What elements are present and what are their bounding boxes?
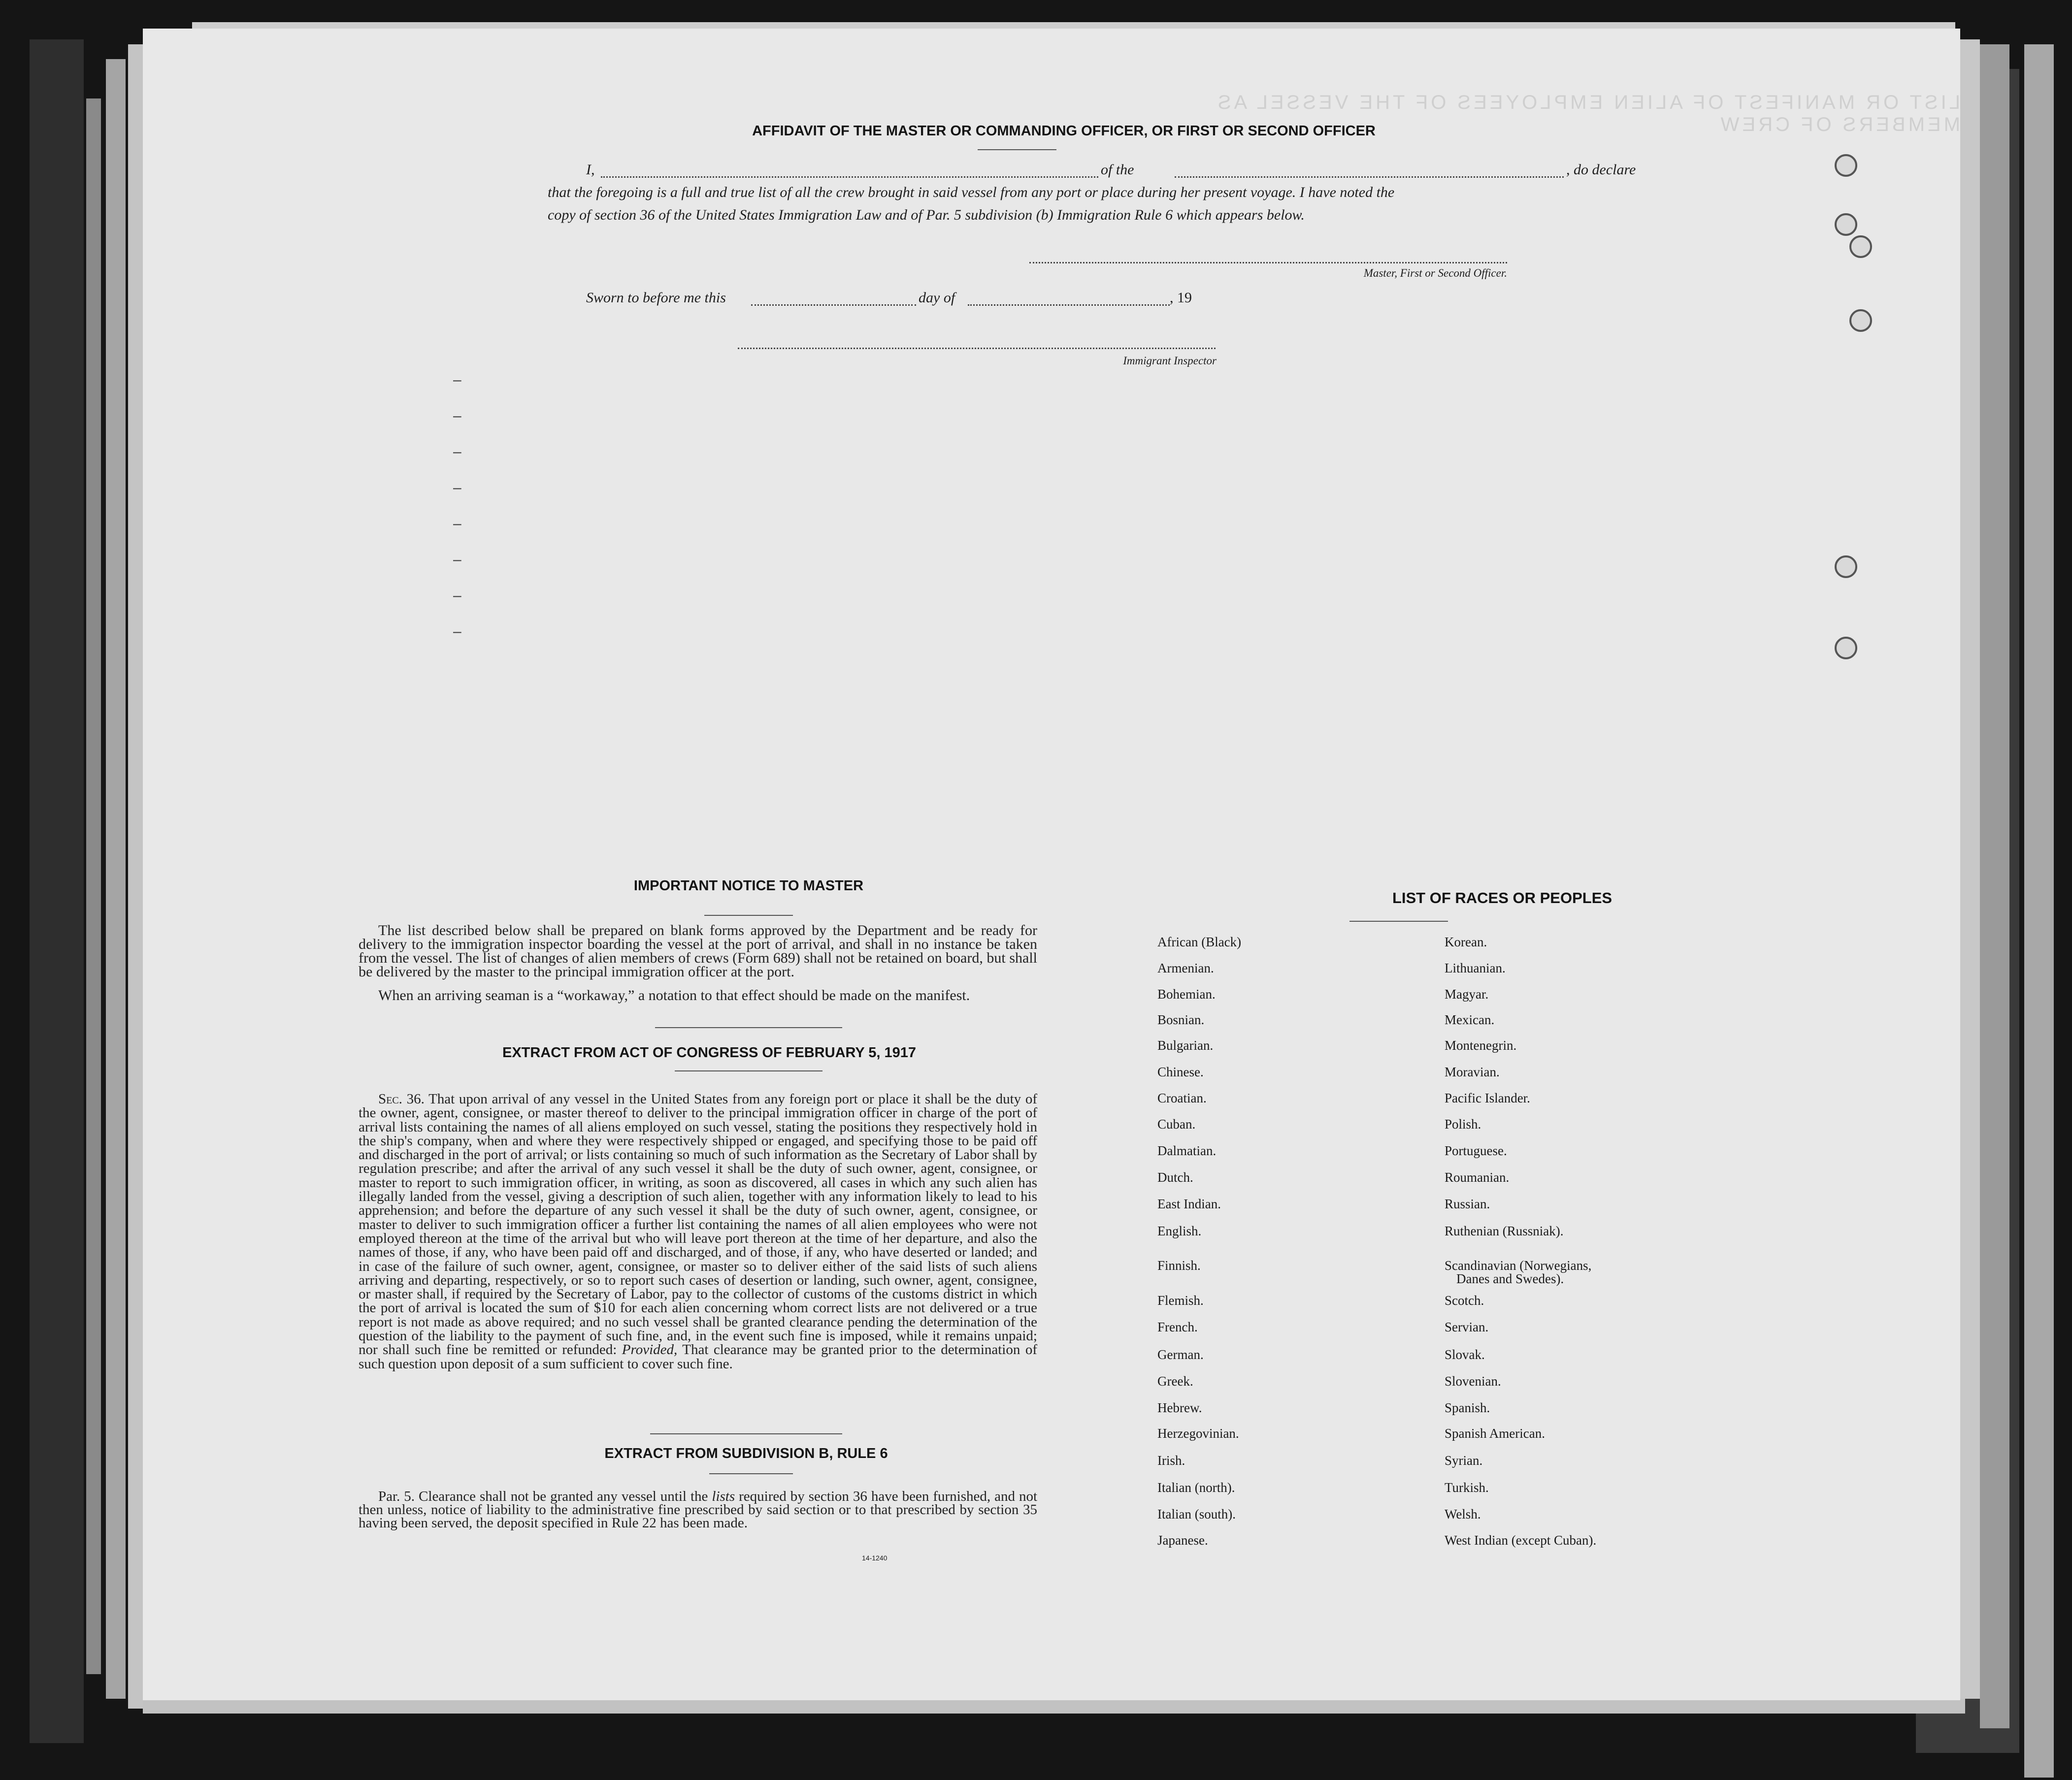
punch-hole-6 <box>1835 637 1857 659</box>
races-title-rule <box>1349 921 1448 922</box>
page-edge-left-2 <box>106 59 126 1699</box>
race-item: Chinese. <box>1157 1065 1204 1079</box>
row-mark-8: – <box>453 623 461 640</box>
race-item-continuation: Danes and Swedes). <box>1456 1271 1564 1286</box>
page-edge-right-2 <box>1980 44 2009 1728</box>
affidavit-title: AFFIDAVIT OF THE MASTER OR COMMANDING OFFICER, OR FIRST OR SECOND OFFICER <box>752 123 1376 139</box>
extract-rule-text-a: Par. 5. Clearance shall not be granted any vessel until the <box>378 1489 708 1504</box>
affidavit-line-3: copy of section 36 of the United States Immigration Law and of Par. 5 subdivision (b) Immigration Rule 6 which appears below. <box>548 207 1305 223</box>
page-edge-left-1 <box>86 98 101 1674</box>
races-title: LIST OF RACES OR PEOPLES <box>1392 889 1612 906</box>
extract-rule-lists: lists <box>712 1489 735 1504</box>
affidavit-line-2: that the foregoing is a full and true list of all the crew brought in said vessel from any port or place during her present voyage. I have noted the <box>548 184 1395 200</box>
race-item: Pacific Islander. <box>1445 1091 1530 1105</box>
sworn-line <box>586 290 1226 309</box>
punch-hole-4 <box>1849 309 1872 332</box>
notice-title-rule <box>704 915 793 916</box>
affidavit-i-label: I, <box>586 162 595 178</box>
race-item: Hebrew. <box>1157 1400 1202 1415</box>
page-edge-right-1 <box>1958 39 1980 1699</box>
race-item: African (Black) <box>1157 935 1242 949</box>
race-item: West Indian (except Cuban). <box>1445 1533 1597 1548</box>
inspector-signature-field[interactable] <box>738 348 1216 349</box>
race-item: Ruthenian (Russniak). <box>1445 1224 1564 1238</box>
extract-rule-rule <box>709 1473 793 1474</box>
race-item: Syrian. <box>1445 1453 1483 1468</box>
race-item: Finnish. <box>1157 1258 1201 1273</box>
page-edge-bottom <box>143 1699 1965 1714</box>
extract-act-end-rule <box>650 1433 842 1434</box>
race-item: Scotch. <box>1445 1293 1484 1308</box>
row-mark-3: – <box>453 444 461 460</box>
extract-rule-text-b: required by section 36 have been furnished, and not then unless, notice of liability to the administrative fine prescribed by said section or to that prescribed by section 35 having been served, the deposit specified in Rule 22 has been made. <box>359 1489 1038 1531</box>
race-item: Magyar. <box>1445 987 1489 1002</box>
race-item: Japanese. <box>1157 1533 1208 1548</box>
race-item: Greek. <box>1157 1374 1193 1389</box>
row-mark-1: – <box>453 372 461 388</box>
punch-hole-1 <box>1835 154 1857 177</box>
vessel-name-field[interactable] <box>1175 176 1564 178</box>
race-item: Slovak. <box>1445 1347 1485 1362</box>
document-page <box>143 29 1960 1700</box>
notice-rule <box>655 1027 842 1028</box>
race-item: Polish. <box>1445 1117 1481 1132</box>
race-item: Spanish. <box>1445 1400 1490 1415</box>
race-item: Cuban. <box>1157 1117 1196 1132</box>
extract-act-title: EXTRACT FROM ACT OF CONGRESS OF FEBRUARY 5, 1917 <box>502 1045 917 1061</box>
race-item: East Indian. <box>1157 1197 1221 1211</box>
row-mark-2: – <box>453 408 461 424</box>
officer-signature-field[interactable] <box>1029 262 1507 263</box>
race-item: Mexican. <box>1445 1012 1495 1027</box>
race-item: Dutch. <box>1157 1170 1193 1185</box>
race-item: Dalmatian. <box>1157 1143 1217 1158</box>
master-name-field[interactable] <box>601 176 1098 178</box>
notice-paragraph-2: When an arriving seaman is a “workaway,” a notation to that effect should be made on the manifest. <box>378 987 970 1003</box>
race-item: English. <box>1157 1224 1202 1238</box>
row-mark-7: – <box>453 587 461 604</box>
race-item: Bohemian. <box>1157 987 1216 1002</box>
extract-act-body <box>359 1092 1037 1371</box>
binder-left-strip <box>30 39 84 1743</box>
row-mark-4: – <box>453 480 461 496</box>
race-item: Croatian. <box>1157 1091 1207 1105</box>
page-edge-far-right <box>2024 44 2054 1778</box>
race-item: Slovenian. <box>1445 1374 1501 1389</box>
race-item: Herzegovinian. <box>1157 1426 1239 1441</box>
race-item: Spanish American. <box>1445 1426 1545 1441</box>
punch-hole-2 <box>1835 213 1857 236</box>
sworn-prefix-label: Sworn to before me this <box>586 290 726 306</box>
extract-act-text: That upon arrival of any vessel in the United States from any foreign port or place it shall be the duty of the owner, agent, consignee, or master thereof to deliver to the principal immigration officer in charge of the port of arrival lists containing the names of all aliens employed on such vessel, stating the positions they respectively hold in the ship's company, when and where they were respectively shipped or engaged, and specifying those to be paid off and discharged in the port of arrival; or lists containing so much of such information as the Secretary of Labor shall by regulation prescribe; and after the arrival of any such vessel it shall be the duty of such owner, agent, consignee, or master to report to such immigration officer, in writing, as soon as discovered, all cases in which any such alien has illegally landed from the vessel, giving a description of such alien, together with any information likely to lead to his apprehension; and before the departure of any such vessel it shall be the duty of such owner, agent, consignee, or master to deliver to such immigration officer a further list containing the names of all alien employees who were not employed thereon at the time of the arrival but who will leave port thereon at the time of her departure, and also the names of those, if any, who have been paid off and discharged, and of those, if any, who have deserted or landed; and in case of the failure of such owner, agent, consignee, or master so to deliver either of the said lists of such aliens arriving and departing, respectively, or so to report such cases of desertion or landing, such owner, agent, consignee, or master shall, if required by the Secretary of Labor, pay to the collector of customs of the customs district in which the port of arrival is located the sum of $10 for each alien concerning whom correct lists are not delivered or a true report is not made as above required; and no such vessel shall be granted clearance pending the determination of the question of the liability to the payment of such fine, and, in the event such fine is imposed, while it remains unpaid; nor shall such fine be remitted or refunded: <box>359 1091 1037 1358</box>
officer-signature-label: Master, First or Second Officer. <box>1363 267 1507 279</box>
row-mark-6: – <box>453 551 461 568</box>
race-item: Welsh. <box>1445 1507 1481 1521</box>
notice-paragraph-1: The list described below shall be prepared on blank forms approved by the Department and be ready for delivery to the immigration inspector boarding the vessel at the port of arrival, and shall in no instance be taken from the vessel. The list of changes of alien members of crews (Form 689) shall not be retained on board, but shall be delivered by the master to the principal immigration officer at the port. <box>359 922 1037 980</box>
extract-rule-body <box>359 1490 1037 1530</box>
affidavit-line-1 <box>586 162 1650 181</box>
extract-act-text-end: That clearance may be granted prior to the determination of such question upon deposit of a sum sufficient to cover such fine. <box>359 1342 1037 1372</box>
form-number: 14-1240 <box>862 1554 888 1562</box>
race-item: Italian (south). <box>1157 1507 1236 1521</box>
race-item: Korean. <box>1445 935 1487 949</box>
affidavit-of-label: of the <box>1101 162 1134 178</box>
notice-title: IMPORTANT NOTICE TO MASTER <box>633 878 864 894</box>
race-item: Moravian. <box>1445 1065 1500 1079</box>
race-item: Roumanian. <box>1445 1170 1510 1185</box>
race-item: Bulgarian. <box>1157 1038 1214 1053</box>
sworn-day-field[interactable] <box>751 304 916 306</box>
year-label: , 19 <box>1170 290 1192 306</box>
ghost-manifest-header: LIST OR MANIFEST OF ALIEN EMPLOYEES OF THE VESSEL AS MEMBERS OF CREW <box>1215 92 1960 135</box>
extract-rule-title: EXTRACT FROM SUBDIVISION B, RULE 6 <box>604 1446 888 1461</box>
inspector-signature-label: Immigrant Inspector <box>1123 355 1217 367</box>
race-item: Lithuanian. <box>1445 961 1506 975</box>
extract-act-sec-label: Sec. 36. <box>378 1091 425 1107</box>
day-of-label: day of <box>919 290 955 306</box>
race-item: Servian. <box>1445 1320 1489 1334</box>
race-item: Scandinavian (Norwegians, <box>1445 1258 1592 1273</box>
race-item: Italian (north). <box>1157 1480 1235 1495</box>
affidavit-title-rule <box>978 149 1056 150</box>
affidavit-declare-label: , do declare <box>1566 162 1636 178</box>
punch-hole-3 <box>1849 235 1872 258</box>
race-item: German. <box>1157 1347 1204 1362</box>
race-item: Turkish. <box>1445 1480 1489 1495</box>
race-item: Armenian. <box>1157 961 1214 975</box>
extract-act-rule <box>675 1070 822 1071</box>
sworn-month-field[interactable] <box>968 304 1170 306</box>
row-mark-5: – <box>453 516 461 532</box>
race-item: Bosnian. <box>1157 1012 1205 1027</box>
race-item: Russian. <box>1445 1197 1490 1211</box>
extract-act-provided: Provided, <box>622 1342 678 1358</box>
race-item: Flemish. <box>1157 1293 1204 1308</box>
race-item: Portuguese. <box>1445 1143 1507 1158</box>
race-item: Montenegrin. <box>1445 1038 1517 1053</box>
race-item: Irish. <box>1157 1453 1185 1468</box>
race-item: French. <box>1157 1320 1198 1334</box>
punch-hole-5 <box>1835 555 1857 578</box>
